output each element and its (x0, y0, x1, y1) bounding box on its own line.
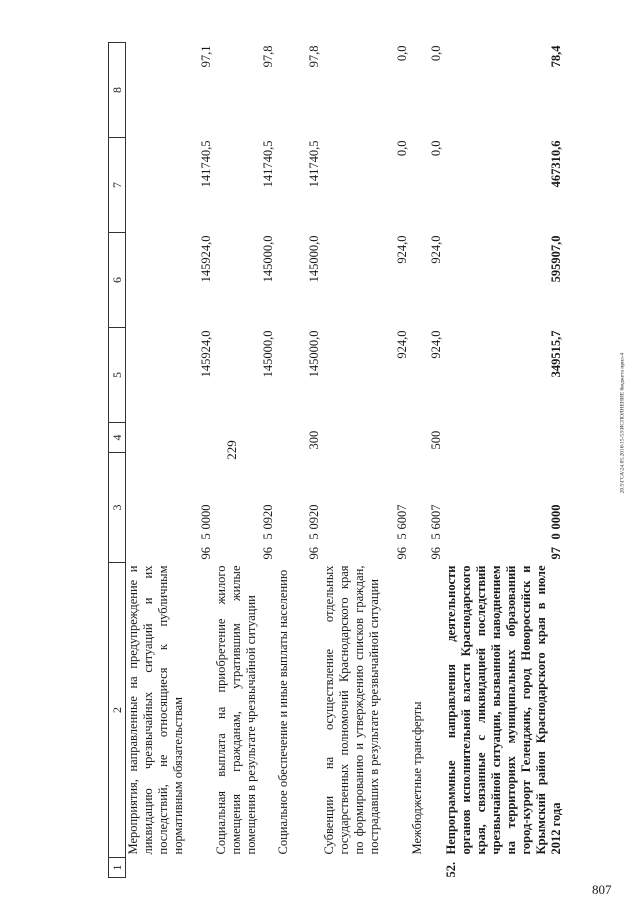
row-number: 52. (443, 861, 458, 878)
row-value-6: 145000,0 (260, 235, 275, 283)
header-cell: 5 (109, 328, 126, 423)
row-value-6: 145924,0 (198, 235, 213, 283)
row-value-7: 0,0 (394, 140, 409, 157)
row-description: Межбюджетные трансферты (409, 701, 424, 855)
row-code-extra (214, 423, 276, 453)
row-value-7: 467310,6 (548, 140, 563, 188)
row-value-5: 145000,0 (306, 330, 321, 378)
row-value-5: 924,0 (428, 330, 443, 359)
row-value-5: 349515,7 (548, 330, 563, 378)
page-number-bottom: 807 (592, 882, 612, 897)
row-code: 9656007 (428, 504, 443, 560)
row-code-extra (322, 423, 410, 453)
header-cell: 2 (109, 563, 126, 858)
row-value-8: 78,4 (548, 45, 563, 68)
row-code: 9650920 (260, 504, 275, 560)
row-number (322, 858, 410, 878)
row-code: 9650920 (306, 504, 321, 560)
row-code: 9656007 (394, 504, 409, 560)
header-cell: 3 (109, 453, 126, 563)
table-row (214, 43, 276, 878)
row-value-5: 145924,0 (198, 330, 213, 378)
row-description: Мероприятия, направленные на предупреждение и ликвидацию чрезвычайных ситуаций и их последствий, не относящиеся к публичным нормативным обязательствам (126, 565, 185, 855)
table-row (276, 43, 322, 878)
header-cell: 7 (109, 138, 126, 233)
row-value-7: 141740,5 (198, 140, 213, 188)
table-row (410, 43, 444, 878)
row-description: Непрограммные направления деятельности органов исполнительной власти Краснодарского края, связанные с ликвидацией последствий чрезвычайной ситуации, вызванной наводнением на территориях муниципальных образований город-курорт Геленджик, город Новороссийск и Крымский район Краснодарского края в июле 2012 года (443, 565, 563, 855)
rotated-table-container (108, 43, 563, 878)
row-code: 9650000 (198, 504, 213, 560)
row-value-7: 0,0 (428, 140, 443, 157)
row-code-extra (126, 423, 214, 453)
row-code-extra: 500 (428, 430, 443, 450)
row-value-8: 0,0 (394, 45, 409, 62)
row-value-6: 595907,0 (548, 235, 563, 283)
row-description: Социальная выплата на приобретение жилого помещения гражданам, утратившим жилые помещения в результате чрезвычайной ситуации (213, 565, 258, 855)
row-value-7: 141740,5 (306, 140, 321, 188)
row-description: Субвенции на осуществление отдельных государственных полномочий Краснодарского края по формированию и утверждению списков граждан, пострадавших в результате чрезвычайной ситуации (321, 565, 381, 855)
row-description: Социальное обеспечение и иные выплаты населению (275, 569, 290, 855)
table-row (444, 43, 564, 878)
row-value-6: 145000,0 (306, 235, 321, 283)
row-value-7: 141740,5 (260, 140, 275, 188)
row-code: 9700000 (548, 504, 563, 560)
row-number (410, 858, 444, 878)
row-value-5: 145000,0 (260, 330, 275, 378)
row-number (276, 858, 322, 878)
row-value-8: 97,1 (198, 45, 213, 68)
header-cell: 8 (109, 43, 126, 138)
table-row (322, 43, 410, 878)
footer-file-path: 20.5\ГСА\24.05.2016\15-53\ИСПОЛНЕНИЕ бюджета прил-4 (619, 352, 626, 494)
row-value-5: 924,0 (394, 330, 409, 359)
row-code-extra: 300 (306, 430, 321, 450)
row-value-8: 0,0 (428, 45, 443, 62)
row-value-6: 924,0 (428, 235, 443, 264)
budget-table (108, 42, 564, 878)
row-number (214, 858, 276, 878)
row-value-8: 97,8 (306, 45, 321, 68)
header-cell: 1 (109, 858, 126, 878)
row-value-6: 924,0 (394, 235, 409, 264)
page-number-top: 229 (223, 440, 239, 460)
row-value-8: 97,8 (260, 45, 275, 68)
header-row (109, 43, 126, 878)
header-cell: 6 (109, 233, 126, 328)
table-row (126, 43, 214, 878)
row-code-extra (444, 423, 564, 453)
header-cell: 4 (109, 423, 126, 453)
row-number (126, 858, 214, 878)
